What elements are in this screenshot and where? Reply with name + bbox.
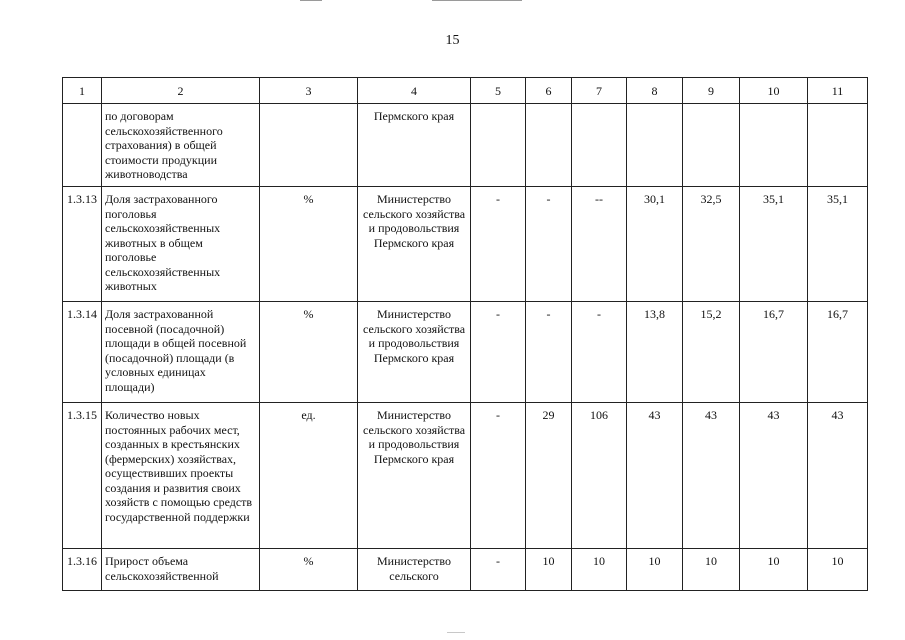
value-cell: 10 <box>627 549 683 591</box>
indicator-name: Прирост объема сельскохозяйственной <box>102 549 260 591</box>
value-cell: 35,1 <box>740 187 808 302</box>
executor-cell: Министерство сельского хозяйства и продовольствия Пермского края <box>358 302 471 403</box>
header-cell: 11 <box>808 78 868 104</box>
executor-cell: Пермского края <box>358 104 471 187</box>
header-cell: 10 <box>740 78 808 104</box>
value-cell: - <box>471 403 526 549</box>
table-row <box>63 549 868 591</box>
header-cell: 2 <box>102 78 260 104</box>
value-cell <box>808 104 868 187</box>
value-cell <box>627 104 683 187</box>
value-cell <box>740 104 808 187</box>
value-cell: 35,1 <box>808 187 868 302</box>
value-cell: - <box>526 302 572 403</box>
header-cell: 4 <box>358 78 471 104</box>
row-number: 1.3.14 <box>63 302 102 403</box>
header-cell: 5 <box>471 78 526 104</box>
table-row <box>63 302 868 403</box>
value-cell: 30,1 <box>627 187 683 302</box>
value-cell: 106 <box>572 403 627 549</box>
value-cell: 10 <box>740 549 808 591</box>
indicator-name: по договорам сельскохозяйственного страхования) в общей стоимости продукции животноводства <box>102 104 260 187</box>
value-cell: -- <box>572 187 627 302</box>
page-number: 15 <box>445 33 460 48</box>
header-cell: 6 <box>526 78 572 104</box>
bottom-edge-mark <box>447 632 465 633</box>
unit-cell: ед. <box>260 403 358 549</box>
indicators-table <box>62 77 868 591</box>
header-row <box>63 78 868 104</box>
value-cell: 10 <box>526 549 572 591</box>
value-cell: 15,2 <box>683 302 740 403</box>
value-cell: 43 <box>808 403 868 549</box>
value-cell <box>526 104 572 187</box>
value-cell: 32,5 <box>683 187 740 302</box>
value-cell <box>471 104 526 187</box>
value-cell: - <box>572 302 627 403</box>
top-edge-mark-left <box>300 0 322 1</box>
row-number <box>63 104 102 187</box>
header-cell: 1 <box>63 78 102 104</box>
indicator-name: Доля застрахованного поголовья сельскохозяйственных животных в общем поголовье сельскохозяйственных животных <box>102 187 260 302</box>
indicator-name: Доля застрахованной посевной (посадочной) площади в общей посевной (посадочной) площади (в условных единицах площади) <box>102 302 260 403</box>
table-row <box>63 403 868 549</box>
value-cell: 43 <box>627 403 683 549</box>
header-cell: 7 <box>572 78 627 104</box>
header-cell: 9 <box>683 78 740 104</box>
indicator-name: Количество новых постоянных рабочих мест, созданных в крестьянских (фермерских) хозяйствах, осуществивших проекты создания и развития своих хозяйств с помощью средств государственной поддержки <box>102 403 260 549</box>
row-number: 1.3.13 <box>63 187 102 302</box>
value-cell: - <box>526 187 572 302</box>
table-row <box>63 104 868 187</box>
value-cell: - <box>471 187 526 302</box>
executor-cell: Министерство сельского <box>358 549 471 591</box>
executor-cell: Министерство сельского хозяйства и продовольствия Пермского края <box>358 187 471 302</box>
header-cell: 8 <box>627 78 683 104</box>
row-number: 1.3.16 <box>63 549 102 591</box>
header-cell: 3 <box>260 78 358 104</box>
value-cell: 10 <box>683 549 740 591</box>
unit-cell: % <box>260 549 358 591</box>
value-cell: 43 <box>740 403 808 549</box>
row-number: 1.3.15 <box>63 403 102 549</box>
value-cell: 16,7 <box>808 302 868 403</box>
unit-cell: % <box>260 187 358 302</box>
unit-cell <box>260 104 358 187</box>
value-cell: 10 <box>808 549 868 591</box>
value-cell <box>572 104 627 187</box>
value-cell: 16,7 <box>740 302 808 403</box>
table-row <box>63 187 868 302</box>
top-edge-mark-right <box>432 0 522 1</box>
value-cell: - <box>471 549 526 591</box>
value-cell <box>683 104 740 187</box>
value-cell: 13,8 <box>627 302 683 403</box>
unit-cell: % <box>260 302 358 403</box>
value-cell: 29 <box>526 403 572 549</box>
value-cell: 43 <box>683 403 740 549</box>
executor-cell: Министерство сельского хозяйства и продовольствия Пермского края <box>358 403 471 549</box>
value-cell: - <box>471 302 526 403</box>
value-cell: 10 <box>572 549 627 591</box>
